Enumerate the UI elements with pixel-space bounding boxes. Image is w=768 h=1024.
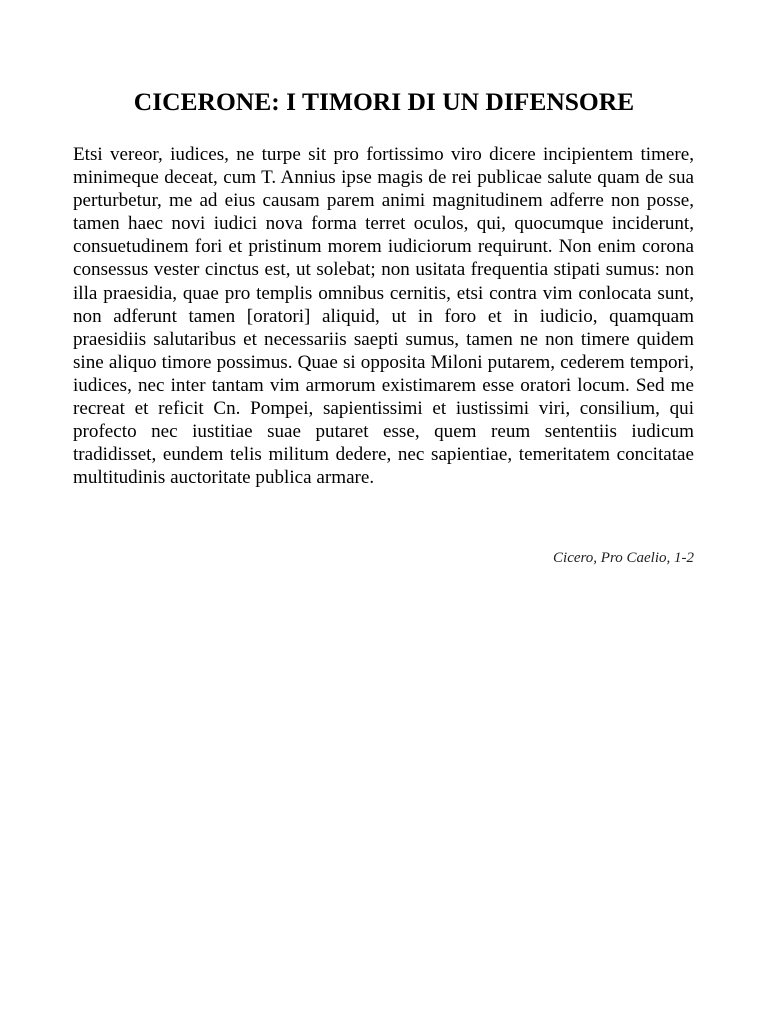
page-title: CICERONE: I TIMORI DI UN DIFENSORE (133, 87, 635, 116)
body-paragraph: Etsi vereor, iudices, ne turpe sit pro fortissimo viro dicere incipientem timere, minimeque deceat, cum T. Annius ipse magis de rei publicae salute quam de sua perturbetur, me ad eius causam parem animi magnitudinem adferre non posse, tamen haec novi iudici nova forma terret oculos, qui, quocumque inciderunt, consuetudinem fori et pristinum morem iudiciorum requirunt. Non enim corona consessus vester cinctus est, ut solebat; non usitata frequentia stipati sumus: non illa praesidia, quae pro templis omnibus cernitis, etsi contra vim conlocata sunt, non adferunt tamen [oratori] aliquid, ut in foro et in iudicio, quamquam praesidiis salutaribus et necessariis saepti sumus, tamen ne non timere quidem sine aliquo timore possimus. Quae si opposita Miloni putarem, cederem tempori, iudices, nec inter tantam vim armorum existimarem esse oratori locum. Sed me recreat et reficit Cn. Pompei, sapientissimi et iustissimi viri, consilium, qui profecto nec iustitiae suae putaret esse, quem reum sententiis iudicum tradidisset, eundem telis militum dedere, nec sapientiae, temeritatem concitatae multitudinis auctoritate publica armare. (73, 144, 694, 489)
source-citation: Cicero, Pro Caelio, 1-2 (553, 550, 694, 566)
